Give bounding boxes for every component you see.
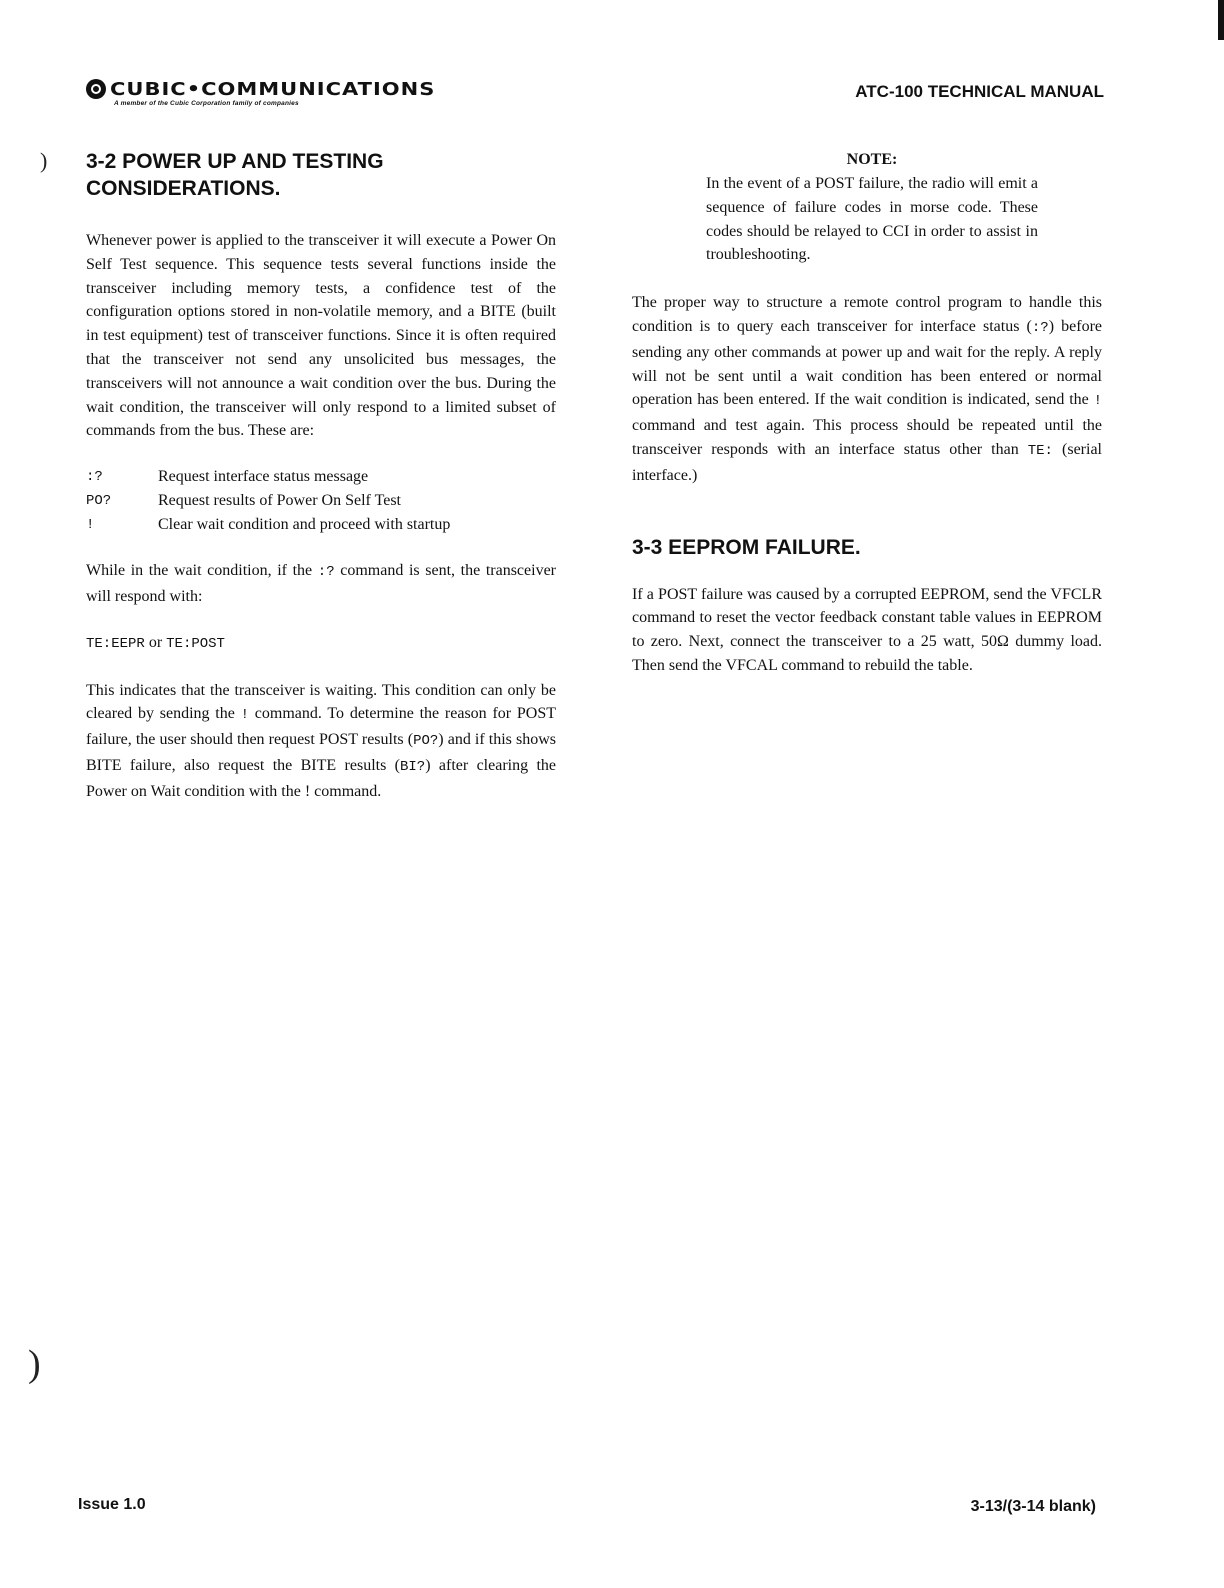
logo-text: CUBIC•COMMUNICATIONS	[110, 78, 436, 100]
section-3-2-continued	[632, 291, 1102, 487]
binder-mark-top: )	[40, 148, 48, 173]
command-row: ! Clear wait condition and proceed with startup	[86, 516, 451, 534]
footer-page-number: 3-13/(3-14 blank)	[970, 1498, 1096, 1515]
section-3-3-body	[632, 583, 1102, 678]
note-title: NOTE:	[846, 151, 898, 168]
section-heading-3-2: 3-2 POWER UP AND TESTING CONSIDERATIONS.	[86, 150, 384, 200]
command-row: :? Request interface status message	[86, 468, 369, 486]
manual-title: ATC-100 TECHNICAL MANUAL	[855, 82, 1104, 101]
command-row: PO? Request results of Power On Self Test	[86, 492, 401, 510]
left-column	[86, 148, 556, 804]
logo-tagline: A member of the Cubic Corporation family of companies	[114, 100, 299, 107]
right-column	[632, 148, 1102, 678]
paragraph-post-intro: Whenever power is applied to the transceiver it will execute a Power On Self Test sequence. This sequence tests several functions inside the transceiver including memory tests, a confidence test of the configuration options stored in non-volatile memory, and a BITE (built in test equipment) test of transceiver functions. Since it is often required that the transceiver not send any unsolicited bus messages, the transceivers will not announce a wait condition over the bus. During the wait condition, the transceiver will only respond to a limited subset of commands from the bus. These are:	[86, 232, 556, 440]
paragraph-waiting: This indicates that the transceiver is waiting. This condition can only be cleared by sending the ! command. To determine the reason for POST failure, the user should then request POST results (PO?) and if this shows BITE failure, also request the BITE results (BI?) after clearing the Power on Wait condition with the ! command.	[86, 681, 557, 800]
footer-issue: Issue 1.0	[78, 1496, 146, 1513]
scan-edge-mark	[1218, 0, 1224, 40]
paragraph-wait-condition: While in the wait condition, if the :? command is sent, the transceiver will respond with:	[86, 562, 557, 605]
note-box	[706, 148, 1038, 267]
paragraph-remote-control: The proper way to structure a remote control program to handle this condition is to query each transceiver for interface status (:?) before sending any other commands at power up and wait for the reply. A reply will not be sent until a wait condition has been entered or normal operation has been entered. If the wait condition is indicated, send the ! command and test again. This process should be repeated until the transceiver responds with an interface status other than TE: (serial interface.)	[632, 294, 1103, 484]
command-list	[86, 465, 450, 537]
note-text: In the event of a POST failure, the radio will emit a sequence of failure codes in morse code. These codes should be relayed to CCI in order to assist in troubleshooting.	[706, 175, 1038, 264]
company-logo	[86, 78, 546, 107]
binder-mark-bottom: )	[28, 1343, 41, 1385]
section-heading-3-3: 3-3 EEPROM FAILURE.	[632, 535, 861, 559]
paragraph-eeprom-failure: If a POST failure was caused by a corrupted EEPROM, send the VFCLR command to reset the vector feedback constant table values in EEPROM to zero. Next, connect the transceiver to a 25 watt, 50Ω dummy load. Then send the VFCAL command to rebuild the table.	[632, 585, 1102, 674]
section-3-2-body	[86, 229, 556, 804]
response-codes: TE:EEPR or TE:POST	[86, 633, 225, 652]
cubic-logo-icon	[86, 79, 106, 99]
